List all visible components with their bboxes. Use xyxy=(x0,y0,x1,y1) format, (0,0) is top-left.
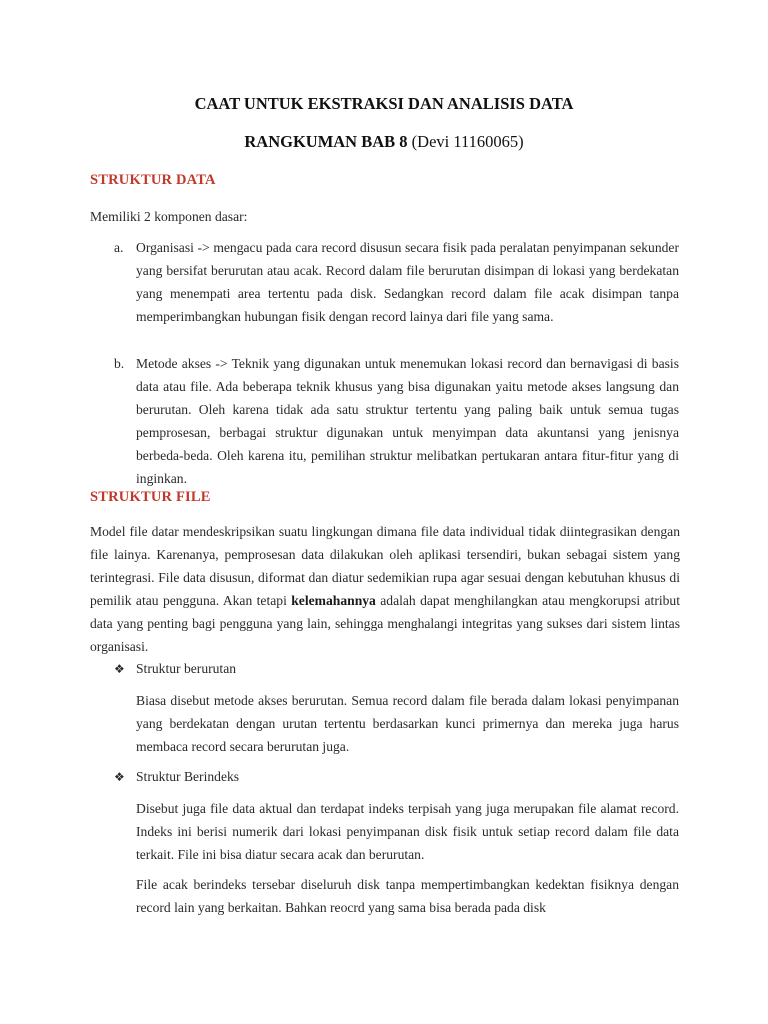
paragraph-text-before: Model file datar mendeskripsikan suatu lingkungan dimana file data individual tidak diintegrasikan dengan file lainya. Karenanya, pemprosesan data dilakukan oleh aplikasi tersendiri, bukan sebagai sistem yang terintegrasi. File data disusun, diformat dan diatur sedemikian rupa agar sesuai dengan kebutuhan khusus di pemilik atau pengguna. Akan tetapi xyxy=(90,524,680,608)
bullet-struktur-berurutan xyxy=(114,657,236,681)
section-heading-struktur-file: STRUKTUR FILE xyxy=(90,489,211,505)
bullet-struktur-berindeks xyxy=(114,765,239,789)
intro-paragraph: Memiliki 2 komponen dasar: xyxy=(90,209,248,224)
struktur-berindeks-paragraph-2: File acak berindeks tersebar diseluruh disk tanpa mempertimbangkan kedektan fisiknya dengan record lain yang berkaitan. Bahkan reocrd yang sama bisa berada pada disk xyxy=(136,877,679,915)
section-heading-struktur-data: STRUKTUR DATA xyxy=(90,172,216,188)
list-item-organisasi: Organisasi -> mengacu pada cara record disusun secara fisik pada peralatan penyimpanan sekunder yang bersifat berurutan atau acak. Record dalam file berurutan disimpan di lokasi yang berdekatan yang menempati area tertentu pada disk. Sedangkan record dalam file acak disimpan tanpa memperimbangkan hubungan fisik dengan record lainya dari file yang sama. xyxy=(136,240,679,324)
bullet-label: Struktur Berindeks xyxy=(136,769,240,784)
subtitle-author: (Devi 11160065) xyxy=(411,132,524,151)
document-title: CAAT UNTUK EKSTRAKSI DAN ANALISIS DATA xyxy=(194,94,574,113)
paragraph-text-after: adalah dapat menghilangkan atau mengkorupsi atribut data yang penting bagi pengguna yang lain, sehingga menghalangi integritas yang sukses dari sistem lintas organisasi. xyxy=(90,593,680,654)
subtitle-bold: RANGKUMAN BAB 8 xyxy=(244,132,408,151)
paragraph-bold-term: kelemahannya xyxy=(291,593,376,608)
bullet-label: Struktur berurutan xyxy=(136,661,237,676)
struktur-file-paragraph xyxy=(90,520,680,658)
diamond-bullet-icon: ❖ xyxy=(114,662,125,676)
diamond-bullet-icon: ❖ xyxy=(114,770,125,784)
struktur-berindeks-paragraph-1: Disebut juga file data aktual dan terdapat indeks terpisah yang juga merupakan file alamat record. Indeks ini berisi numerik dari lokasi penyimpanan disk fisik untuk setiap record dalam file data terkait. File ini bisa diatur secara acak dan berurutan. xyxy=(136,801,679,862)
document-subtitle xyxy=(0,132,768,152)
list-marker-a: a. xyxy=(114,240,124,255)
list-marker-b: b. xyxy=(114,356,125,371)
struktur-berurutan-paragraph: Biasa disebut metode akses berurutan. Semua record dalam file berada dalam lokasi penyimpanan yang berdekatan dengan urutan tertentu berdasarkan kunci primernya dan mereka juga harus membaca record secara berurutan juga. xyxy=(136,693,679,754)
list-item-metode-akses: Metode akses -> Teknik yang digunakan untuk menemukan lokasi record dan bernavigasi di basis data atau file. Ada beberapa teknik khusus yang bisa digunakan yaitu metode akses langsung dan berurutan. Oleh karena tidak ada satu struktur tertentu yang paling baik untuk semua tugas pemprosesan, berbagai struktur digunakan untuk menyimpan data akuntansi yang jenisnya berbeda-beda. Oleh karena itu, pemilihan struktur melibatkan pertukaran antara fitur-fitur yang di inginkan. xyxy=(136,356,679,486)
